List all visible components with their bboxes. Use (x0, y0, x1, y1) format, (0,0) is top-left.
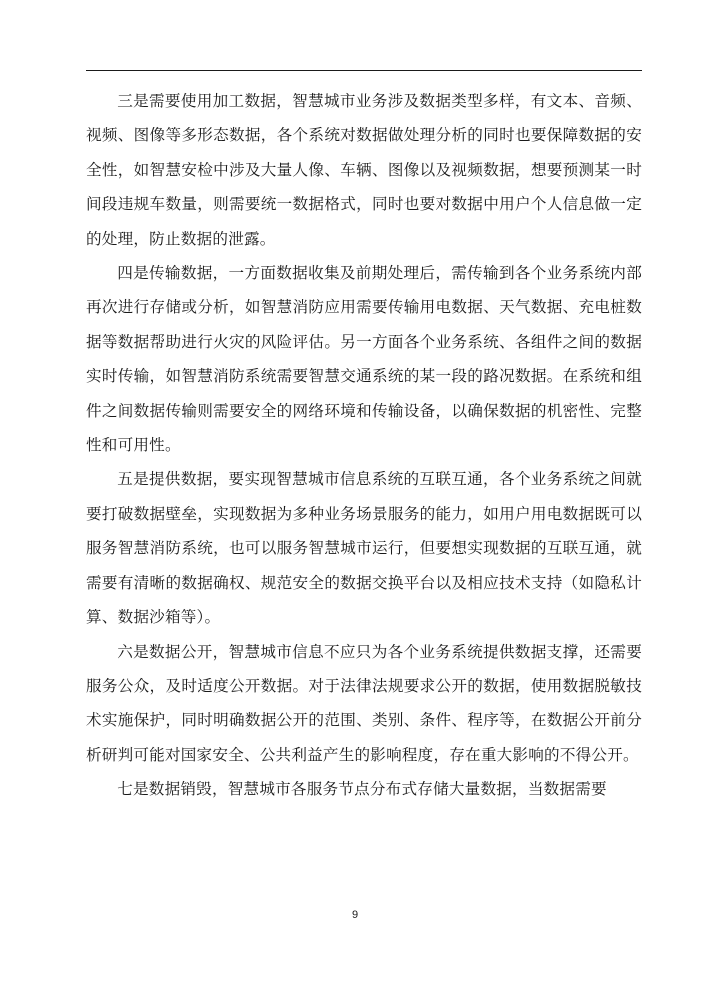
paragraph-data-provision: 五是提供数据，要实现智慧城市信息系统的互联互通，各个业务系统之间就要打破数据壁垒，实现数据为多种业务场景服务的能力，如用户用电数据既可以服务智慧消防系统，也可以服务智慧城市运行，但要想实现数据的互联互通，就需要有清晰的数据确权、规范安全的数据交换平台以及相应技术支持（如隐私计算、数据沙箱等）。 (86, 470, 642, 627)
paragraph-data-transmission: 四是传输数据，一方面数据收集及前期处理后，需传输到各个业务系统内部再次进行存储或分析，如智慧消防应用需要传输用电数据、天气数据、充电桩数据等数据帮助进行火灾的风险评估。另一方面各个业务系统、各组件之间的数据实时传输，如智慧消防系统需要智慧交通系统的某一段的路况数据。在系统和组件之间数据传输则需要安全的网络环境和传输设备，以确保数据的机密性、完整性和可用性。 (86, 264, 642, 455)
header-rule (86, 70, 642, 71)
paragraph-data-processing: 三是需要使用加工数据，智慧城市业务涉及数据类型多样，有文本、音频、视频、图像等多形态数据，各个系统对数据做处理分析的同时也要保障数据的安全性，如智慧安检中涉及大量人像、车辆、图像以及视频数据，想要预测某一时间段违规车数量，则需要统一数据格式，同时也要对数据中用户个人信息做一定的处理，防止数据的泄露。 (86, 92, 642, 248)
paragraph-data-destruction: 七是数据销毁，智慧城市各服务节点分布式存储大量数据，当数据需要 (117, 780, 607, 799)
page-number: 9 (351, 909, 359, 921)
paragraph-data-disclosure: 六是数据公开，智慧城市信息不应只为各个业务系统提供数据支撑，还需要服务公众，及时适度公开数据。对于法律法规要求公开的数据，使用数据脱敏技术实施保护，同时明确数据公开的范围、类别、条件、程序等，在数据公开前分析研判可能对国家安全、公共利益产生的影响程度，存在重大影响的不得公开。 (86, 642, 642, 764)
body-text (86, 84, 642, 807)
